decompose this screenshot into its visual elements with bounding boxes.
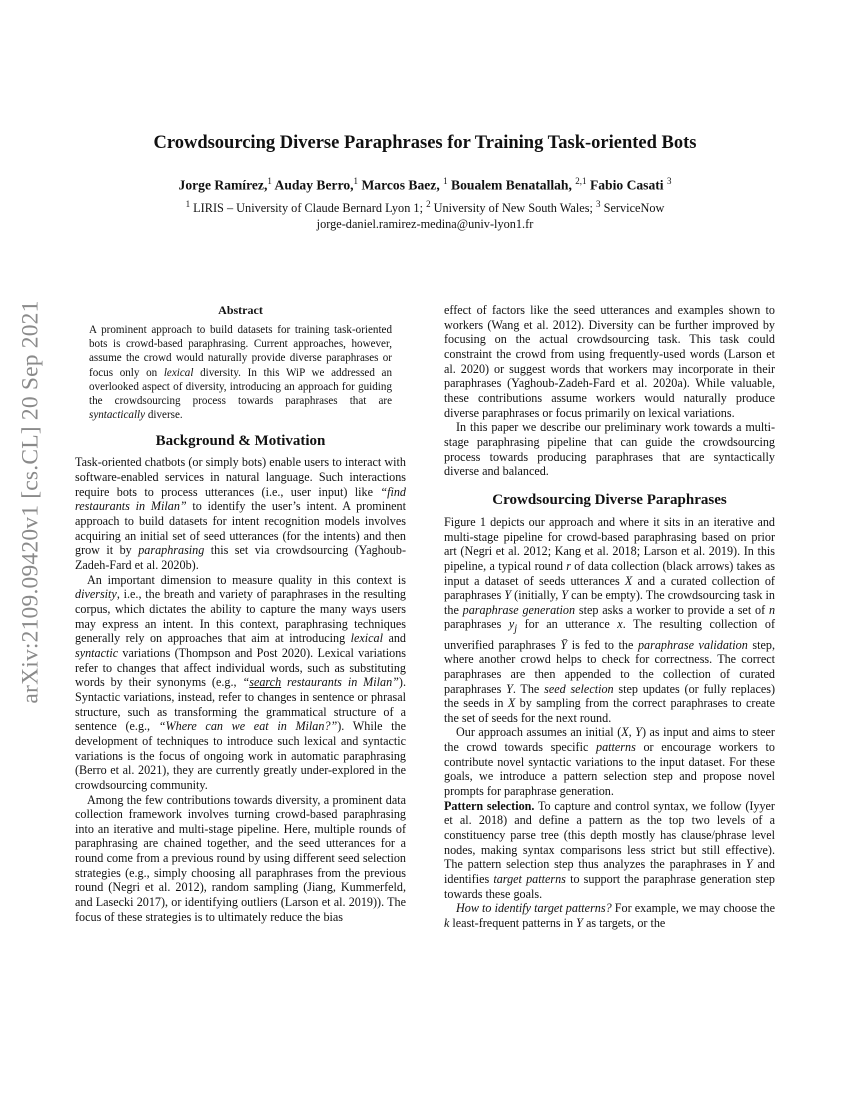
paragraph: effect of factors like the seed utterances and examples shown to workers (Wang et al. 2012). Diversity can be further improved by focusing on the actual crowdsourcing task. This task could constraint the crowd from using frequently-used words (Larson et al. 2020) or suggest words that workers may incorporate in their paraphrases (Yaghoub-Zadeh-Fard et al. 2020a). While valuable, these contributions assume workers would naturally produce diverse paraphrases or focus primarily on lexical variations. — [444, 303, 775, 420]
author-email: jorge-daniel.ramirez-medina@univ-lyon1.fr — [316, 217, 534, 232]
paragraph: How to identify target patterns? For example, we may choose the k least-frequent patterns in Y as targets, or the — [444, 901, 775, 931]
abstract-text: A prominent approach to build datasets for training task-oriented bots is crowd-based paraphrasing. Current approaches, however, assume the crowd would naturally provide diverse paraphrases or focus only on lexical diversity. In this WiP we addressed an overlooked aspect of diversity, introducing an approach for guiding the crowdsourcing process towards paraphrases that are syntactically diverse. — [89, 324, 393, 422]
paragraph: Pattern selection. To capture and control syntax, we follow (Iyyer et al. 2018) and define a pattern as the top two levels of a constituency parse tree (this depth mostly has clause/phrase level nodes, making syntax comparisons less strict but still effective). The pattern selection step thus analyzes the paraphrases in Y and identifies target patterns to support the paraphrase generation step towards these goals. — [444, 798, 775, 901]
paragraph: Task-oriented chatbots (or simply bots) enable users to interact with software-enabled services in natural language. Such interactions require bots to process utterances (i.e., user input) like “find restaurants in Milan” to identify the user’s intent. A prominent approach to build datasets for intent recognition models involves acquiring an initial set of seed utterances (for the intents) and then grow it by paraphrasing this set via crowdsourcing (Yaghoub-Zadeh-Fard et al. 2020b). — [75, 455, 406, 573]
arxiv-identifier: arXiv:2109.09420v1 [cs.CL] 20 Sep 2021 — [17, 300, 44, 704]
paragraph-heading: Pattern selection. — [444, 798, 535, 813]
affiliation: ServiceNow — [603, 201, 665, 216]
author-name: Jorge Ramírez, — [178, 177, 268, 193]
author-name: Boualem Benatallah, — [451, 177, 572, 193]
left-column — [75, 303, 406, 924]
paper-title: Crowdsourcing Diverse Paraphrases for Training Task-oriented Bots — [153, 133, 697, 153]
paragraph: Figure 1 depicts our approach and where it sits in an iterative and multi-stage pipeline for crowd-based paraphrasing based on prior art (Negri et al. 2012; Kang et al. 2018; Larson et al. 2019). In this pipeline, a typical round r of data collection (black arrows) takes as input a dataset of seeds utterances X and a curated collection of paraphrases Y (initially, Y can be empty). The crowdsourcing task in the paraphrase generation step asks a worker to provide a set of n paraphrases $y_j$ for an utterance x. The resulting collection of unverified paraphrases Ȳ is fed to the paraphrase validation step, where another crowd helps to check for correctness. The correct paraphrases are then appended to the collection of curated paraphrases Y. The seed selection step updates (or fully replaces) the seeds in X by sampling from the correct paraphrases to create the set of seeds for the next round. — [444, 514, 776, 725]
author-name: Auday Berro, — [274, 177, 354, 193]
author-name: Fabio Casati — [589, 177, 664, 193]
affiliations: $^1$ LIRIS – University of Claude Bernard Lyon 1; $^2$ University of New South Wales; $^3$ ServiceNow jorge-daniel.ramirez-medina@univ-lyon1.fr — [75, 196, 775, 232]
section-heading-crowdsourcing: Crowdsourcing Diverse Paraphrases — [492, 491, 727, 508]
author-name: Marcos Baez, — [361, 177, 440, 193]
paragraph: An important dimension to measure quality in this context is diversity, i.e., the breath and variety of paraphrases in the resulting corpus, which dictates the ability to capture the many ways users may express an intent. In this context, paraphrasing techniques generally rely on approaches that aim at introducing lexical and syntactic variations (Thompson and Post 2020). Lexical variations refer to changes that affect individual words, such as substituting words by their synonyms (e.g., “search restaurants in Milan”). Syntactic variations, instead, refer to changes in sentence or phrasal structure, such as transforming the grammatical structure of a sentence (e.g., “Where can we eat in Milan?”). While the development of techniques to introduce such lexical and syntactic variations is the focus of ongoing work in automatic paraphrasing (Berro et al. 2021), they are currently greatly under-explored in the crowdsourcing community. — [75, 572, 406, 792]
affiliation: LIRIS – University of Claude Bernard Lyon 1; — [193, 201, 423, 216]
paragraph: Our approach assumes an initial (X, Y) as input and aims to steer the crowd towards specific patterns or encourage workers to contribute novel syntactic variations to the input dataset. For these goals, we introduce a pattern selection step and propose novel prompts for paraphrase generation. — [444, 725, 776, 799]
paragraph: Among the few contributions towards diversity, a prominent data collection framework involves turning crowd-based paraphrasing into an iterative and multi-stage pipeline. Here, multiple rounds of paraphrasing are chained together, and the seed utterances for a round come from a previous round by using different seed selection strategies (e.g., simply choosing all paraphrases from the previous round (Negri et al. 2012), random sampling (Jiang, Kummerfeld, and Lasecki 2017), or identifying outliers (Larson et al. 2019)). The focus of these strategies is to ultimately reduce the bias — [75, 792, 406, 924]
abstract-heading: Abstract — [218, 303, 263, 317]
section-heading-background: Background & Motivation — [155, 433, 326, 450]
author-list: Jorge Ramírez,$^1$ Auday Berro,$^1$ Marcos Baez, $^1$ Boualem Benatallah, $^{2,1}$ Fabio Casati $^3$ — [178, 176, 672, 193]
right-column — [444, 303, 775, 931]
affiliation: University of New South Wales; — [433, 201, 593, 216]
paragraph: In this paper we describe our preliminary work towards a multi-stage paraphrasing pipeline that can guide the crowdsourcing process towards producing paraphrases that are syntactically diverse and balanced. — [444, 420, 775, 479]
